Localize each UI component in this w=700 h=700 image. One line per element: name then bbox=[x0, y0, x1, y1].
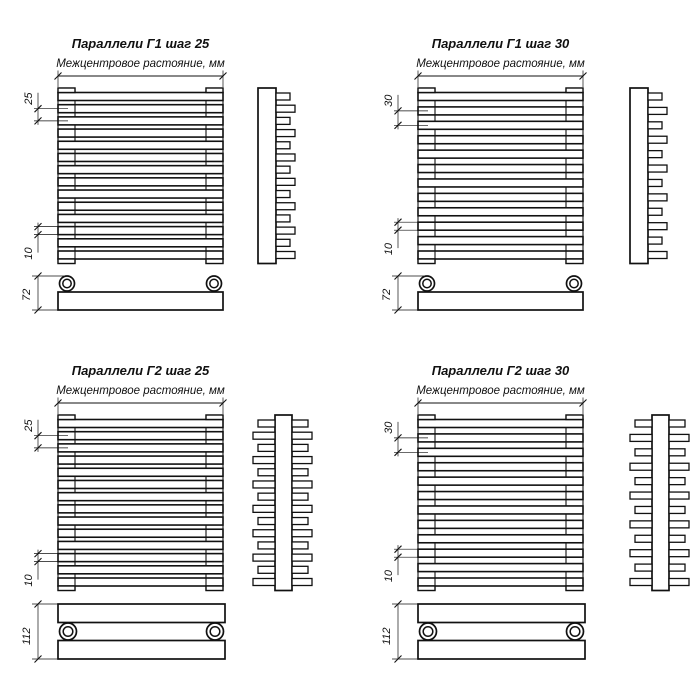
radiator-drawing-g1-step30 bbox=[380, 30, 700, 348]
center-distance-dimension bbox=[415, 71, 587, 88]
side-view bbox=[258, 88, 295, 264]
drawing-title: Параллели Г2 шаг 30 bbox=[431, 363, 570, 378]
front-view bbox=[418, 415, 583, 591]
step-dimension-label: 30 bbox=[383, 94, 395, 107]
quadrant-g2-step25 bbox=[20, 357, 360, 675]
slat-height-dimension-label: 10 bbox=[23, 247, 35, 260]
step-dimension-label: 25 bbox=[23, 419, 35, 432]
quadrant-g1-step25 bbox=[20, 30, 360, 348]
front-view bbox=[58, 88, 223, 264]
front-view bbox=[418, 88, 583, 264]
bottom-view bbox=[418, 276, 583, 310]
slat-height-dimension-label: 10 bbox=[383, 242, 395, 256]
slat-height-dimension-label: 10 bbox=[23, 574, 35, 587]
drawing-title: Параллели Г1 шаг 25 bbox=[71, 36, 210, 51]
bottom-view bbox=[58, 276, 223, 310]
front-view bbox=[58, 415, 223, 591]
side-view bbox=[253, 415, 312, 591]
quadrant-g1-step30 bbox=[380, 30, 700, 348]
depth-dimension-label: 112 bbox=[381, 627, 393, 645]
center-distance-caption: Межцентровое растояние, мм bbox=[56, 58, 225, 70]
depth-dimension bbox=[381, 601, 418, 663]
side-view bbox=[630, 88, 667, 264]
center-distance-caption: Межцентровое растояние, мм bbox=[56, 385, 225, 397]
step-dimension-label: 25 bbox=[23, 92, 35, 105]
bottom-view bbox=[58, 604, 225, 659]
center-distance-dimension bbox=[55, 71, 227, 88]
depth-dimension-label: 72 bbox=[21, 288, 33, 301]
drawing-title: Параллели Г1 шаг 30 bbox=[431, 36, 570, 51]
depth-dimension-label: 112 bbox=[21, 627, 33, 645]
radiator-drawing-g2-step25 bbox=[20, 357, 360, 675]
drawing-title: Параллели Г2 шаг 25 bbox=[71, 363, 210, 378]
depth-dimension bbox=[21, 601, 58, 663]
radiator-drawing-g2-step30 bbox=[380, 357, 700, 675]
depth-dimension-label: 72 bbox=[381, 288, 393, 301]
center-distance-caption: Межцентровое растояние, мм bbox=[416, 385, 585, 397]
bottom-view bbox=[418, 604, 585, 659]
radiator-drawing-g1-step25 bbox=[20, 30, 360, 348]
quadrant-g2-step30 bbox=[380, 357, 700, 675]
step-dimension-label: 30 bbox=[383, 421, 395, 434]
slat-height-dimension-label: 10 bbox=[383, 569, 395, 583]
center-distance-dimension bbox=[55, 398, 227, 415]
center-distance-dimension bbox=[415, 398, 587, 415]
center-distance-caption: Межцентровое растояние, мм bbox=[416, 58, 585, 70]
side-view bbox=[630, 415, 689, 591]
